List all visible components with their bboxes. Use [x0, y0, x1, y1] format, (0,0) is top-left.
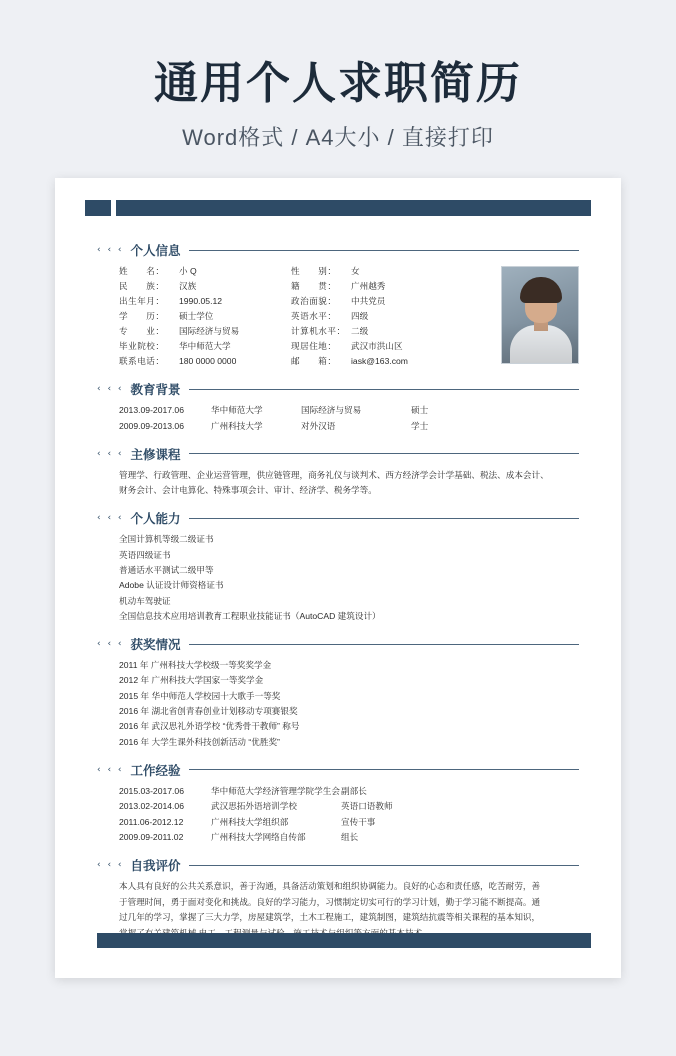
personal-info-column-left [119, 264, 291, 369]
list-item: 2015 年 华中师范人学校园十大歌手一等奖 [119, 690, 281, 701]
info-row [291, 324, 476, 339]
info-label: 计算机水平： [291, 326, 346, 337]
resume-content [67, 216, 609, 941]
education-school: 广州科技大学 [211, 420, 263, 431]
section-education [97, 380, 579, 434]
education-degree: 硕士 [411, 405, 429, 416]
section-header [97, 380, 579, 398]
abilities-body [97, 532, 579, 624]
education-degree: 学士 [411, 420, 429, 431]
personal-info-body [97, 264, 579, 369]
info-label: 政治面貌： [291, 296, 337, 307]
info-label: 联系电话： [119, 356, 165, 367]
section-divider [189, 250, 579, 251]
promo-banner [0, 0, 676, 152]
work-body [97, 784, 579, 845]
info-label: 民 族： [119, 281, 165, 292]
info-value: 广州越秀 [351, 281, 386, 292]
info-row [291, 279, 476, 294]
section-divider [189, 865, 579, 866]
info-label: 出生年月： [119, 296, 165, 307]
info-row [119, 339, 291, 354]
table-row [119, 799, 579, 814]
info-value: 中共党员 [351, 296, 386, 307]
section-work-experience [97, 761, 579, 845]
banner-subtitle: Word格式 / A4大小 / 直接打印 [182, 125, 494, 150]
section-header [97, 635, 579, 653]
work-role: 组长 [341, 831, 359, 842]
info-label: 学 历： [119, 311, 165, 322]
info-value: 四级 [351, 311, 369, 322]
info-label: 英语水平： [291, 311, 337, 322]
courses-body [97, 468, 579, 499]
work-role: 副部长 [341, 785, 367, 796]
info-row [119, 279, 291, 294]
header-bar [85, 200, 591, 216]
chevron-left-icon: ‹ ‹ ‹ [97, 245, 124, 255]
resume-page [55, 178, 621, 978]
education-major: 对外汉语 [301, 420, 336, 431]
personal-info-column-right [291, 264, 476, 369]
education-body [97, 403, 579, 434]
section-header [97, 761, 579, 779]
education-major: 国际经济与贸易 [301, 405, 362, 416]
table-row [119, 403, 579, 418]
info-value: 180 0000 0000 [179, 356, 237, 367]
info-label: 毕业院校： [119, 341, 165, 352]
info-value: 1990.05.12 [179, 296, 223, 307]
info-row [119, 354, 291, 369]
chevron-left-icon: ‹ ‹ ‹ [97, 764, 124, 775]
chevron-left-icon: ‹ ‹ ‹ [97, 513, 124, 524]
list-item: 2016 年 湖北省创青春创业计划移动专项赛银奖 [119, 706, 298, 717]
section-header [97, 856, 579, 874]
info-row [291, 309, 476, 324]
list-item: 普通话水平测试二级甲等 [119, 565, 214, 575]
info-value: 二级 [351, 326, 369, 337]
personal-info-grid [119, 264, 501, 369]
section-header [97, 509, 579, 527]
banner-title: 通用个人求职简历 [154, 59, 522, 108]
info-value: 武汉市洪山区 [351, 341, 403, 352]
info-label: 邮 箱： [291, 356, 337, 367]
education-date: 2013.09-2017.06 [119, 405, 184, 416]
info-row [119, 324, 291, 339]
info-value: 硕士学位 [179, 311, 214, 322]
work-role: 宣传干事 [341, 816, 376, 827]
section-title: 个人能力 [130, 512, 181, 527]
info-value: 小 Q [179, 266, 197, 276]
list-item: 2012 年 广州科技大学国家一等奖学金 [119, 675, 264, 686]
resume-inner [67, 200, 609, 960]
info-label: 专 业： [119, 326, 165, 337]
info-label: 姓 名： [119, 266, 165, 276]
info-label: 籍 贯： [291, 281, 337, 292]
section-divider [189, 644, 579, 645]
info-row [291, 264, 476, 279]
chevron-left-icon: ‹ ‹ ‹ [97, 384, 124, 395]
list-item: 机动车驾驶证 [119, 595, 171, 606]
education-date: 2009.09-2013.06 [119, 420, 184, 431]
info-value: 华中师范大学 [179, 341, 231, 352]
section-title: 工作经验 [130, 763, 181, 778]
section-courses [97, 445, 579, 499]
info-label: 性 别： [291, 266, 337, 276]
self-evaluation-body [97, 879, 579, 941]
courses-line: 管理学、行政管理、企业运营管理，供应链管理，商务礼仪与谈判术、西方经济学会计学基础、税法、成本会计、 [119, 469, 549, 480]
list-item: 全国计算机等级二级证书 [119, 534, 214, 545]
work-date: 2015.03-2017.06 [119, 785, 184, 796]
profile-photo [501, 266, 579, 364]
info-label: 现居住地： [291, 341, 337, 352]
info-row [291, 354, 476, 369]
section-divider [189, 453, 579, 454]
work-date: 2013.02-2014.06 [119, 801, 184, 812]
list-item: 全国信息技术应用培训教育工程职业技能证书（AutoCAD 建筑设计） [119, 610, 381, 621]
chevron-left-icon: ‹ ‹ ‹ [97, 639, 124, 650]
list-item: 2011 年 广州科技大学校级一等奖奖学金 [119, 660, 272, 671]
section-title: 个人信息 [130, 244, 181, 258]
info-row [119, 264, 291, 279]
section-title: 主修课程 [130, 447, 181, 462]
info-row [119, 309, 291, 324]
info-value: 汉族 [179, 281, 197, 292]
list-item: 2016 年 武汉思礼外语学校 “优秀骨干教师” 称号 [119, 721, 300, 732]
footer-bar [97, 933, 591, 948]
section-divider [189, 769, 579, 770]
info-row [291, 294, 476, 309]
table-row [119, 419, 579, 434]
list-item: 英语四级证书 [119, 549, 171, 560]
section-divider [189, 518, 579, 519]
education-school: 华中师范大学 [211, 405, 263, 416]
paragraph-line: 过几年的学习，掌握了三大力学，房屋建筑学，土木工程施工，建筑制图，建筑结抗震等相关课程的基本知识， [119, 912, 541, 923]
paragraph-line: 本人具有良好的公共关系意识，善于沟通，具备活动策划和组织协调能力。良好的心态和责任感，吃苦耐劳，善 [119, 881, 541, 892]
section-personal-info [97, 241, 579, 369]
section-title: 获奖情况 [130, 638, 181, 653]
header-bar-right-block [116, 200, 591, 216]
awards-body [97, 658, 579, 750]
list-item: 2016 年 大学生课外科技创新活动 “优胜奖” [119, 736, 280, 747]
paragraph-line: 于管理时间，勇于面对变化和挑战。良好的学习能力，习惯制定切实可行的学习计划，勤于学习能不断提高。通 [119, 896, 541, 907]
info-value: 国际经济与贸易 [179, 326, 240, 337]
section-self-evaluation [97, 856, 579, 941]
section-divider [189, 389, 579, 390]
section-awards [97, 635, 579, 750]
section-header [97, 241, 579, 259]
section-abilities [97, 509, 579, 624]
section-header [97, 445, 579, 463]
work-role: 英语口语教师 [341, 801, 393, 812]
work-date: 2011.06-2012.12 [119, 816, 184, 827]
table-row [119, 784, 579, 799]
table-row [119, 815, 579, 830]
work-organization: 华中师范大学经济管理学院学生会 [211, 785, 340, 796]
courses-line: 财务会计、会计电算化、特殊事项会计、审计、经济学、税务学等。 [119, 485, 377, 496]
work-organization: 广州科技大学组织部 [211, 816, 289, 827]
section-title: 教育背景 [130, 383, 181, 398]
header-bar-left-block [85, 200, 111, 216]
section-title: 自我评价 [130, 859, 181, 874]
table-row [119, 830, 579, 845]
info-row [119, 294, 291, 309]
info-row [291, 339, 476, 354]
work-date: 2009.09-2011.02 [119, 831, 184, 842]
work-organization: 广州科技大学网络自传部 [211, 831, 306, 842]
work-organization: 武汉思拓外语培训学校 [211, 801, 297, 812]
info-value: iask@163.com [351, 356, 408, 367]
list-item: Adobe 认证设计师资格证书 [119, 580, 224, 591]
chevron-left-icon: ‹ ‹ ‹ [97, 448, 124, 459]
chevron-left-icon: ‹ ‹ ‹ [97, 860, 124, 871]
info-value: 女 [351, 266, 360, 276]
